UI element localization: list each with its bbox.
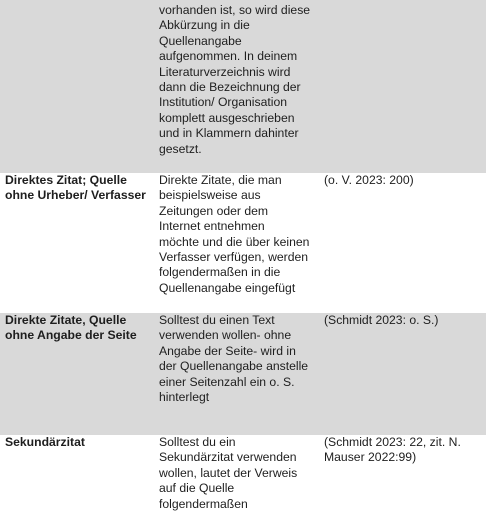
row-example: (o. V. 2023: 200) [324,173,414,187]
row-description: vorhanden ist, so wird diese Abkürzung in die Quellenangabe aufgenommen. In deinem Literaturverzeichnis wird dann die Bezeichnung der Institution/ Organisation komplett ausgeschrieben und in Klammern dahinter gesetzt. [159,3,311,156]
row-example: (Schmidt 2023: 22, zit. N. Mauser 2022:99) [324,435,461,465]
row-description: Solltest du einen Text verwenden wollen- ohne Angabe der Seite- wird in der Quellenangabe anstelle einer Seitenzahl ein o. S. hinterlegt [159,313,309,405]
row-example: (Schmidt 2023: o. S.) [324,313,439,327]
row-description: Direkte Zitate, die man beispielsweise aus Zeitungen oder dem Internet entnehmen möchte und die über keinen Verfasser verfügen, werden folgendermaßen in die Quellenangabe eingefügt [159,173,310,295]
row-term: Direktes Zitat; Quelle ohne Urheber/ Verfasser [5,173,146,203]
row-description: Solltest du ein Sekundärzitat verwenden wollen, lautet der Verweis auf die Quelle folgendermaßen [159,435,298,511]
row-term: Direkte Zitate, Quelle ohne Angabe der Seite [5,313,137,343]
table-row [0,0,486,173]
row-term: Sekundärzitat [5,435,85,449]
table-row [0,173,486,313]
table-row [0,313,486,435]
table-row [0,435,486,516]
